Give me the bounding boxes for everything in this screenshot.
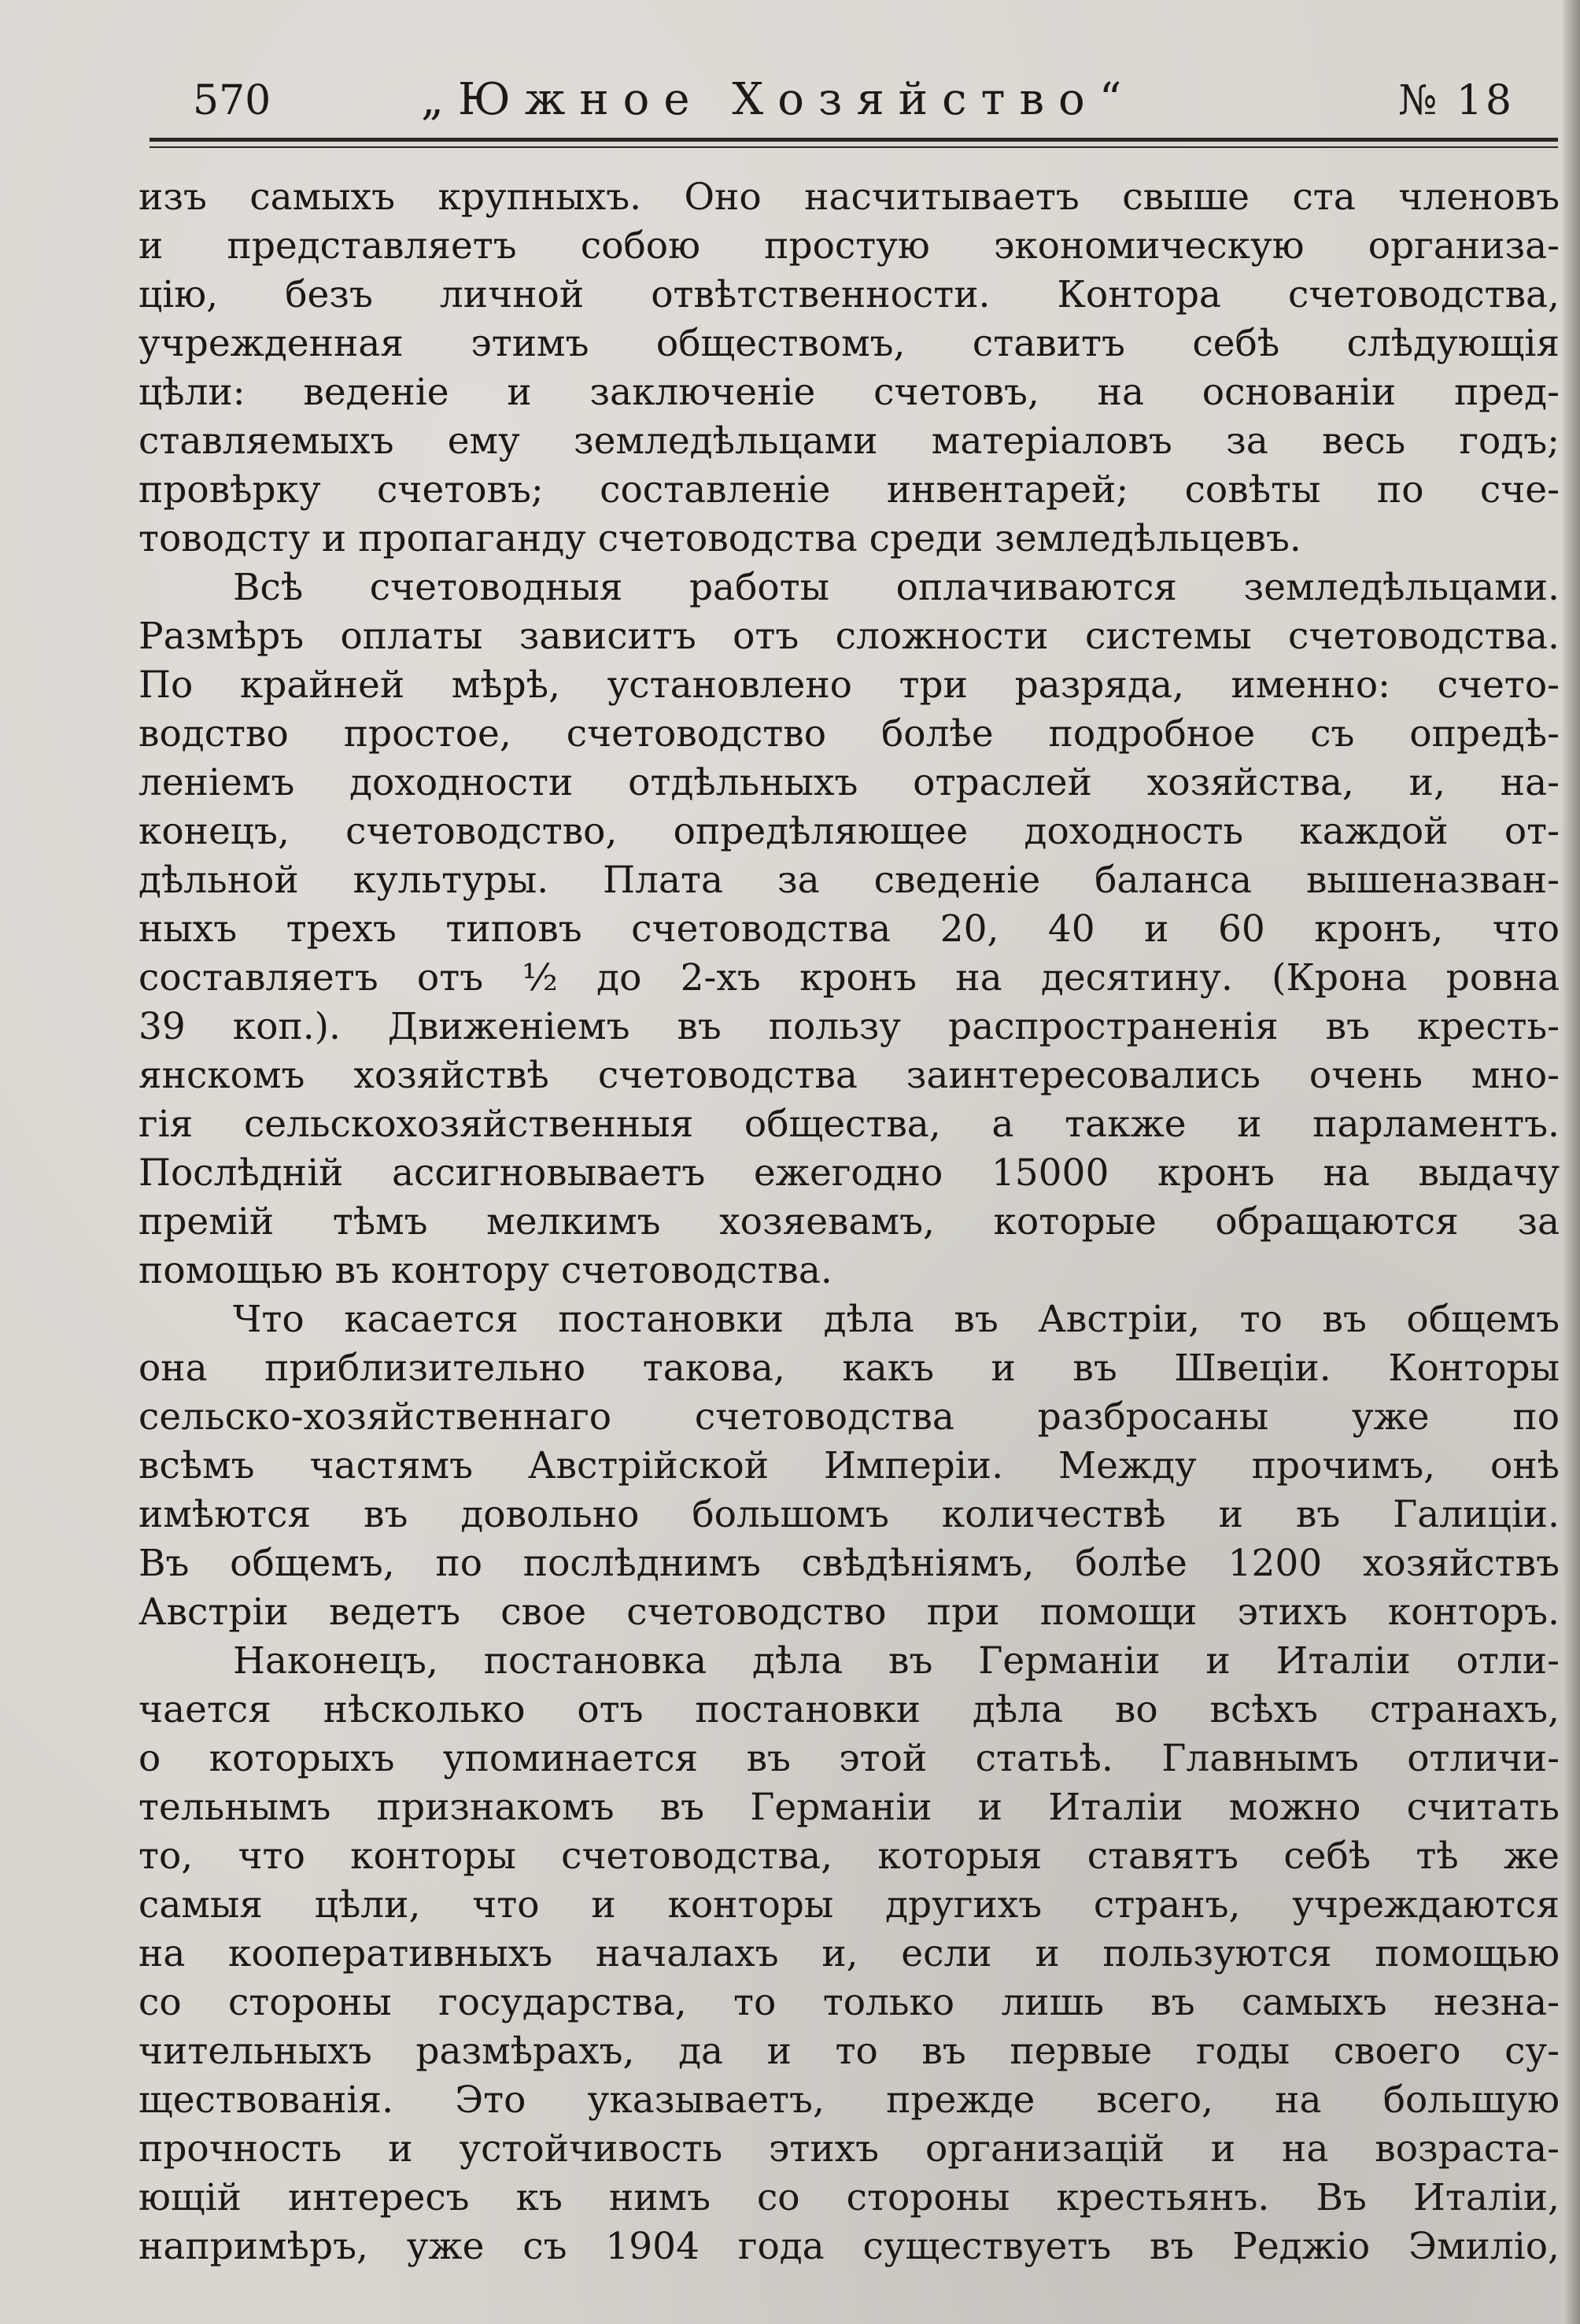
text-line: ставляемыхъ ему земледѣльцами матеріаловъ за весь годъ; [138, 419, 1560, 463]
text-line: янскомъ хозяйствѣ счетоводства заинтересовались очень мно- [138, 1054, 1560, 1097]
text-line: Послѣдній ассигновываетъ ежегодно 15000 кронъ на выдачу [138, 1151, 1560, 1195]
header-rule-thick [150, 138, 1558, 142]
text-line: премій тѣмъ мелкимъ хозяевамъ, которые обращаются за [138, 1200, 1560, 1243]
text-line: помощью въ контору счетоводства. [138, 1249, 832, 1292]
text-line: со стороны государства, то только лишь въ самыхъ незна- [138, 1981, 1560, 2024]
page-edge-shadow [1563, 0, 1580, 2324]
text-line: имѣются въ довольно большомъ количествѣ и въ Галиціи. [138, 1493, 1560, 1536]
text-line: изъ самыхъ крупныхъ. Оно насчитываетъ свыше ста членовъ [138, 176, 1560, 219]
text-line: леніемъ доходности отдѣльныхъ отраслей хозяйства, и, на- [138, 761, 1560, 804]
text-line: самыя цѣли, что и конторы другихъ странъ, учреждаются [138, 1883, 1560, 1927]
text-line: прочность и устойчивость этихъ организацій и на возраста- [138, 2127, 1560, 2171]
text-line: Размѣръ оплаты зависитъ отъ сложности системы счетоводства. [138, 615, 1560, 658]
text-line: 39 коп.). Движеніемъ въ пользу распространенія въ кресть- [138, 1005, 1560, 1048]
text-line: составляетъ отъ ½ до 2-хъ кронъ на десятину. (Крона ровна [138, 956, 1560, 999]
text-line: о которыхъ упоминается въ этой статьѣ. Главнымъ отличи- [138, 1737, 1560, 1780]
issue-number: № 18 [1398, 77, 1515, 124]
text-line: ныхъ трехъ типовъ счетоводства 20, 40 и 60 кронъ, что [138, 907, 1560, 951]
text-line: товодсту и пропаганду счетоводства среди земледѣльцевъ. [138, 517, 1301, 560]
text-line: Что касается постановки дѣла въ Австріи, то въ общемъ [233, 1298, 1560, 1341]
text-line: чительныхъ размѣрахъ, да и то въ первые годы своего су- [138, 2030, 1560, 2073]
journal-title: „Южное Хозяйство“ [421, 74, 1136, 125]
text-line: то, что конторы счетоводства, которыя ставятъ себѣ тѣ же [138, 1834, 1560, 1878]
text-line: Въ общемъ, по послѣднимъ свѣдѣніямъ, болѣе 1200 хозяйствъ [138, 1542, 1560, 1585]
text-line: цію, безъ личной отвѣтственности. Контора счетоводства, [138, 273, 1560, 316]
text-line: напримѣръ, уже съ 1904 года существуетъ въ Реджіо Эмиліо, [138, 2225, 1560, 2268]
text-line: конецъ, счетоводство, опредѣляющее доходность каждой от- [138, 810, 1560, 853]
text-line: Всѣ счетоводныя работы оплачиваются земледѣльцами. [233, 566, 1560, 609]
text-line: тельнымъ признакомъ въ Германіи и Италіи можно считать [138, 1786, 1560, 1829]
text-line: всѣмъ частямъ Австрійской Имперіи. Между прочимъ, онѣ [138, 1444, 1560, 1487]
text-line: учрежденная этимъ обществомъ, ставитъ себѣ слѣдующія [138, 322, 1560, 365]
text-line: ющій интересъ къ нимъ со стороны крестьянъ. Въ Италіи, [138, 2176, 1560, 2219]
text-line: чается нѣсколько отъ постановки дѣла во всѣхъ странахъ, [138, 1688, 1560, 1731]
page-number: 570 [193, 77, 271, 124]
text-line: дѣльной культуры. Плата за сведеніе баланса вышеназван- [138, 859, 1560, 902]
text-line: Австріи ведетъ свое счетоводство при помощи этихъ конторъ. [138, 1591, 1560, 1634]
text-line: и представляетъ собою простую экономическую организа- [138, 224, 1560, 268]
text-line: сельско-хозяйственнаго счетоводства разбросаны уже по [138, 1395, 1560, 1439]
text-line: водство простое, счетоводство болѣе подробное съ опредѣ- [138, 712, 1560, 756]
text-line: она приблизительно такова, какъ и въ Швеціи. Конторы [138, 1347, 1560, 1390]
text-line: Наконецъ, постановка дѣла въ Германіи и Италіи отли- [233, 1639, 1560, 1683]
text-line: гія сельскохозяйственныя общества, а также и парламентъ. [138, 1103, 1560, 1146]
text-line: По крайней мѣрѣ, установлено три разряда, именно: счето- [138, 663, 1560, 707]
header-rule-thin [150, 146, 1558, 148]
text-line: ществованія. Это указываетъ, прежде всего, на большую [138, 2078, 1560, 2122]
running-header [150, 71, 1558, 142]
article-text [138, 173, 1560, 2271]
text-line: цѣли: веденіе и заключеніе счетовъ, на основаніи пред- [138, 371, 1560, 414]
text-line: провѣрку счетовъ; составленіе инвентарей; совѣты по сче- [138, 468, 1560, 512]
text-line: на кооперативныхъ началахъ и, если и пользуются помощью [138, 1932, 1560, 1975]
